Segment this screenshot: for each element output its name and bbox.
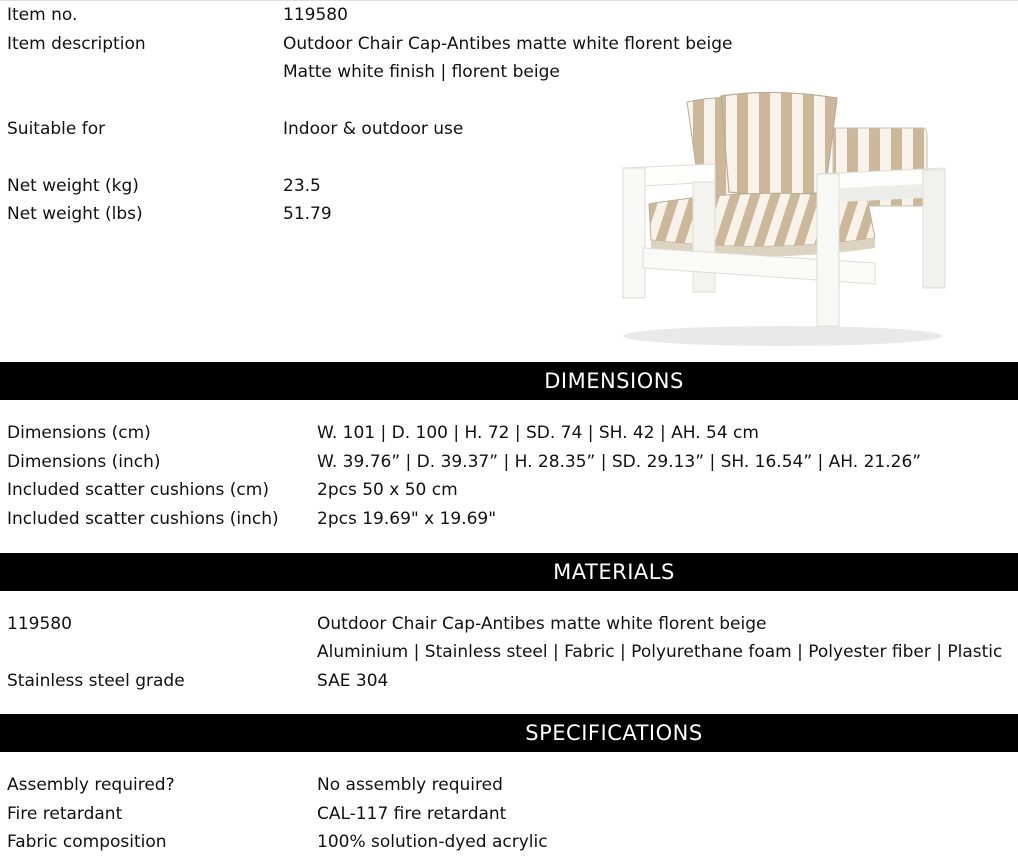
- specifications-row: [0, 800, 1018, 828]
- suitable-for-value: Indoor & outdoor use: [283, 119, 464, 139]
- materials-row: [0, 638, 1018, 666]
- cushions-inch-value: 2pcs 19.69" x 19.69": [317, 509, 497, 529]
- specifications-row: [0, 771, 1018, 799]
- cushions-inch-label: Included scatter cushions (inch): [7, 509, 279, 529]
- item-finish-value: Matte white finish | florent beige: [283, 62, 560, 82]
- outdoor-chair-image: [605, 88, 960, 350]
- item-description-value: Outdoor Chair Cap-Antibes matte white florent beige: [283, 34, 733, 54]
- dimensions-row: [0, 476, 1018, 504]
- dimensions-cm-value: W. 101 | D. 100 | H. 72 | SD. 74 | SH. 42 | AH. 54 cm: [317, 423, 759, 443]
- cushions-cm-value: 2pcs 50 x 50 cm: [317, 480, 458, 500]
- specifications-title: SPECIFICATIONS: [525, 721, 703, 745]
- suitable-for-label: Suitable for: [7, 119, 106, 139]
- steel-grade-value: SAE 304: [317, 671, 389, 691]
- materials-row: [0, 667, 1018, 695]
- dimensions-row: [0, 505, 1018, 533]
- item-no-value: 119580: [283, 5, 348, 25]
- materials-title: MATERIALS: [553, 560, 675, 584]
- steel-grade-label: Stainless steel grade: [7, 671, 185, 691]
- materials-header: [0, 553, 1018, 591]
- item-finish-row: [0, 58, 1018, 86]
- dimensions-row: [0, 448, 1018, 476]
- materials-list: Aluminium | Stainless steel | Fabric | Polyurethane foam | Polyester fiber | Plastic: [317, 642, 1003, 662]
- dimensions-title: DIMENSIONS: [544, 369, 684, 393]
- specifications-row: [0, 828, 1018, 856]
- materials-item-label: 119580: [7, 614, 72, 634]
- dimensions-row: [0, 419, 1018, 447]
- fabric-composition-label: Fabric composition: [7, 832, 167, 852]
- item-description-row: [0, 30, 1018, 58]
- net-weight-kg-label: Net weight (kg): [7, 176, 139, 196]
- net-weight-kg-value: 23.5: [283, 176, 321, 196]
- item-no-row: [0, 1, 1018, 29]
- cushions-cm-label: Included scatter cushions (cm): [7, 480, 269, 500]
- materials-row: [0, 610, 1018, 638]
- item-description-label: Item description: [7, 34, 146, 54]
- net-weight-lbs-value: 51.79: [283, 204, 332, 224]
- fire-retardant-label: Fire retardant: [7, 804, 123, 824]
- dimensions-inch-label: Dimensions (inch): [7, 452, 161, 472]
- dimensions-cm-label: Dimensions (cm): [7, 423, 151, 443]
- dimensions-header: [0, 362, 1018, 400]
- net-weight-lbs-label: Net weight (lbs): [7, 204, 143, 224]
- dimensions-inch-value: W. 39.76” | D. 39.37” | H. 28.35” | SD. 29.13” | SH. 16.54” | AH. 21.26”: [317, 452, 922, 472]
- fabric-composition-value: 100% solution-dyed acrylic: [317, 832, 548, 852]
- item-no-label: Item no.: [7, 5, 78, 25]
- materials-item-value: Outdoor Chair Cap-Antibes matte white florent beige: [317, 614, 767, 634]
- specifications-header: [0, 714, 1018, 752]
- assembly-label: Assembly required?: [7, 775, 175, 795]
- assembly-value: No assembly required: [317, 775, 503, 795]
- fire-retardant-value: CAL-117 fire retardant: [317, 804, 507, 824]
